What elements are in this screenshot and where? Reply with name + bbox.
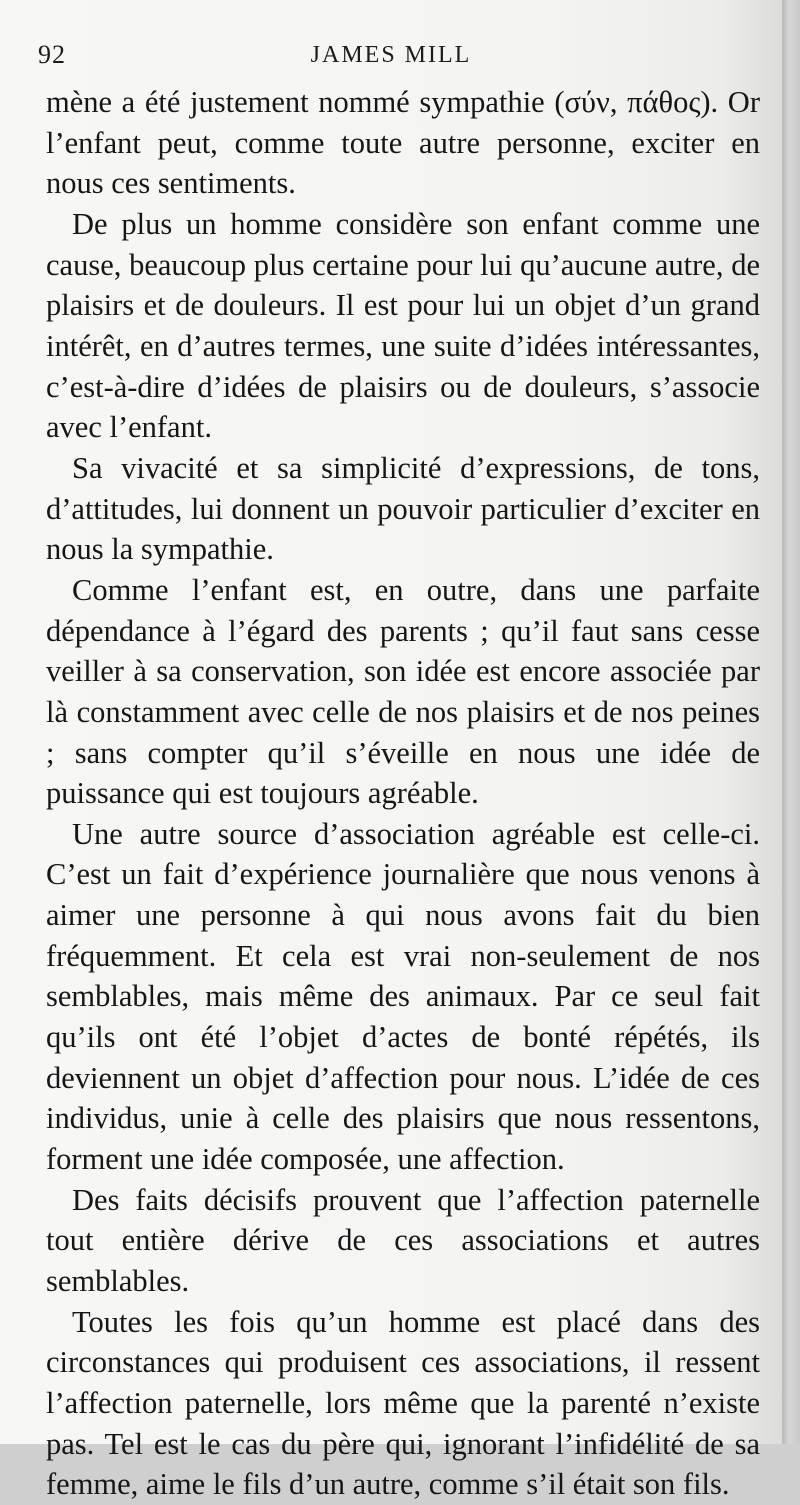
page-edge-shadow [782,0,800,1444]
paragraph-4: Comme l’enfant est, en outre, dans une parfaite dépendance à l’égard des parents ; qu’il faut sans cesse veiller à sa conservation, son idée est encore associée par là constamment avec celle de nos plaisirs et de nos peines ; sans compter qu’il s’éveille en nous une idée de puissance qui est toujours agréable. [46,572,760,811]
body-text [46,82,760,1505]
page-number: 92 [38,40,66,69]
paragraph-5: Une autre source d’association agréable est celle-ci. C’est un fait d’expérience journalière que nous venons à aimer une personne à qui nous avons fait du bien fréquemment. Et cela est vrai non-seulement de nos semblables, mais même des animaux. Par ce seul fait qu’ils ont été l’objet d’actes de bonté répétés, ils deviennent un objet d’affection pour nous. L’idée de ces individus, unie à celle des plaisirs que nous ressentons, forment une idée composée, une affection. [46,816,760,1177]
paragraph-3: Sa vivacité et sa simplicité d’expressions, de tons, d’attitudes, lui donnent un pouvoir particulier d’exciter en nous la sympathie. [46,450,760,567]
running-title: JAMES MILL [310,42,472,68]
paragraph-7: Toutes les fois qu’un homme est placé dans des circonstances qui produisent ces associations, il ressent l’affection paternelle, lors même que la parenté n’existe pas. Tel est le cas du père qui, ignorant l’infidélité de sa femme, aime le fils d’un autre, comme s’il était son fils. [46,1304,760,1502]
paragraph-6: Des faits décisifs prouvent que l’affection paternelle tout entière dérive de ces associations et autres semblables. [46,1182,760,1299]
paragraph-1: mène a été justement nommé sympathie (σύν, πάθος). Or l’enfant peut, comme toute autre personne, exciter en nous ces sentiments. [46,85,760,201]
paragraph-2: De plus un homme considère son enfant comme une cause, beaucoup plus certaine pour lui qu’aucune autre, de plaisirs et de douleurs. Il est pour lui un objet d’un grand intérêt, en d’autres termes, une suite d’idées intéressantes, c’est-à-dire d’idées de plaisirs ou de douleurs, s’associe avec l’enfant. [46,206,760,445]
page-header [0,40,782,80]
